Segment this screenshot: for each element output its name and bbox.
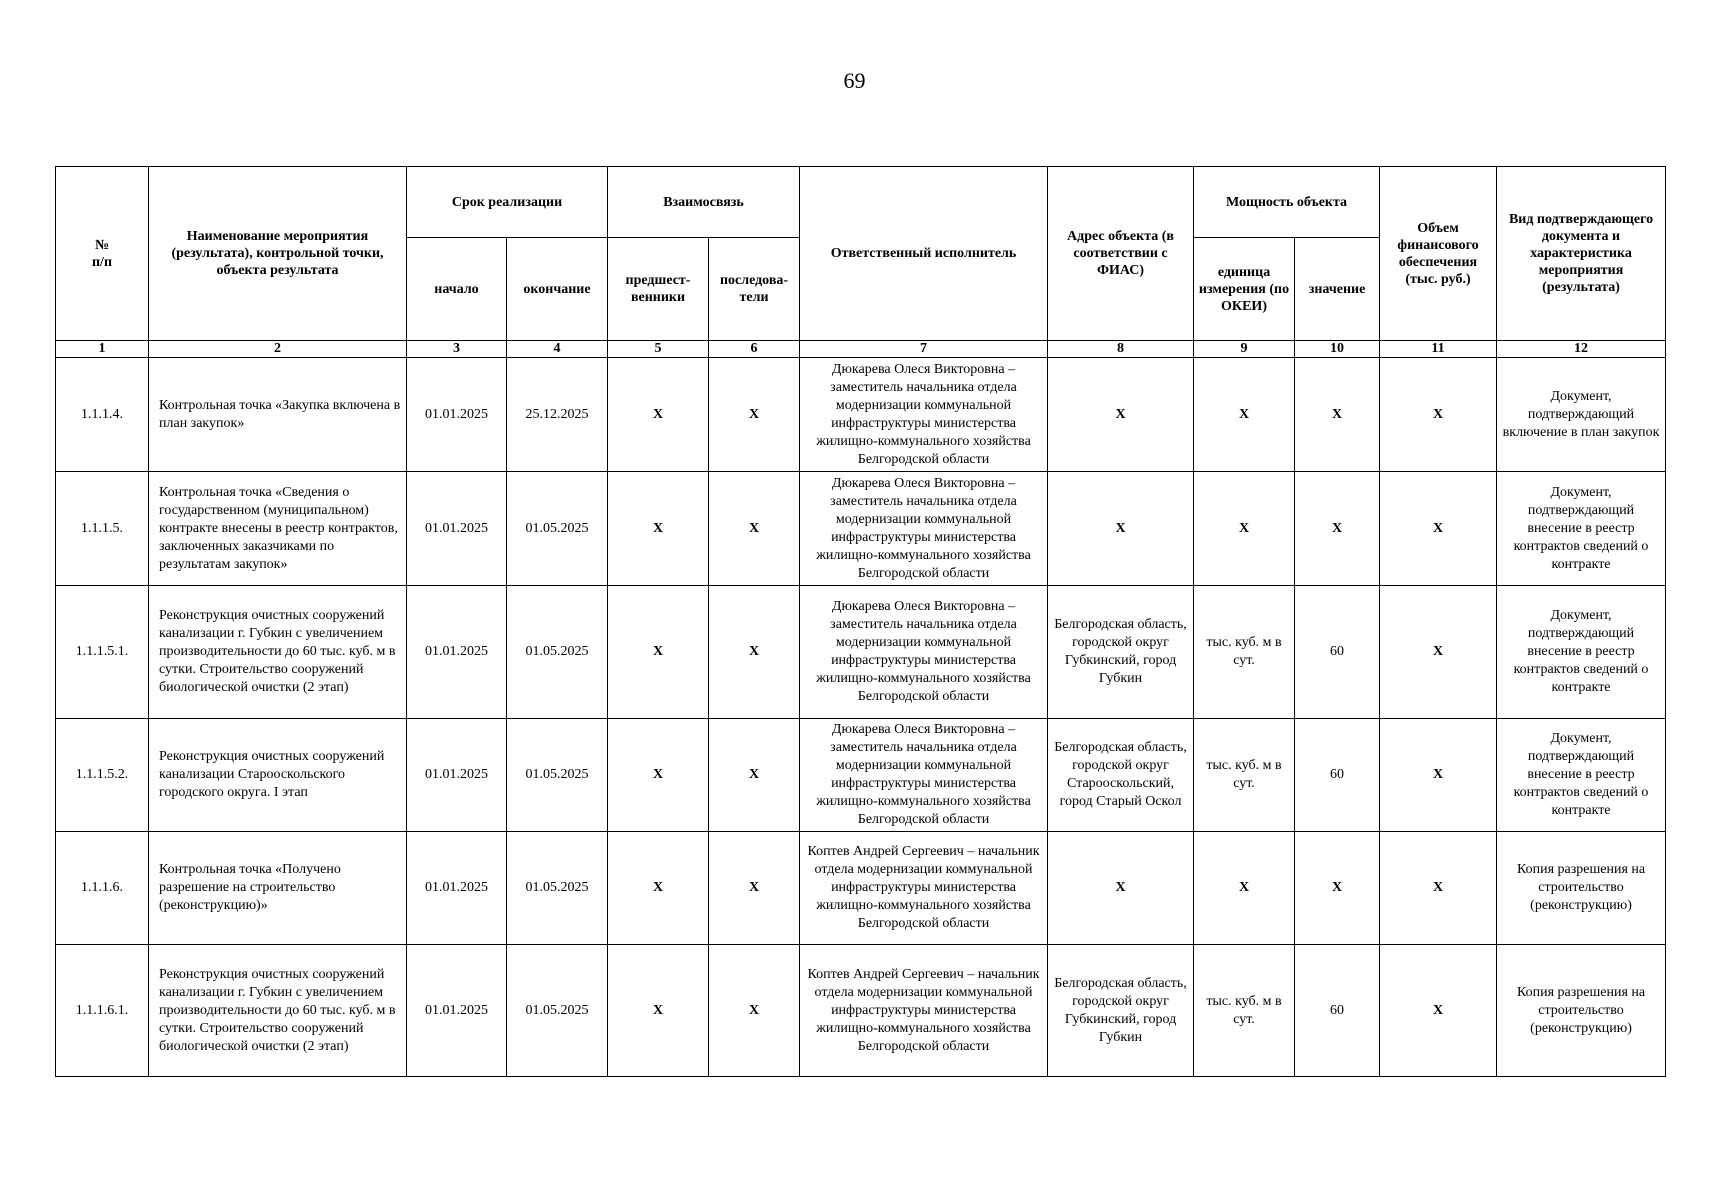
row-address: X <box>1048 358 1194 472</box>
row-doc: Документ, подтверждающий внесение в реестр контрактов сведений о контракте <box>1497 719 1666 832</box>
row-value: X <box>1295 358 1380 472</box>
row-start: 01.01.2025 <box>407 586 507 719</box>
column-number: 9 <box>1194 341 1295 358</box>
column-number: 6 <box>709 341 800 358</box>
table-row <box>56 586 1666 719</box>
row-finance: X <box>1380 832 1497 945</box>
row-pred: X <box>608 945 709 1077</box>
row-pred: X <box>608 586 709 719</box>
row-doc: Копия разрешения на строительство (реконструкцию) <box>1497 832 1666 945</box>
row-finance: X <box>1380 945 1497 1077</box>
header-num: № п/п <box>56 167 149 341</box>
row-doc: Документ, подтверждающий внесение в реестр контрактов сведений о контракте <box>1497 472 1666 586</box>
row-responsible: Дюкарева Олеся Викторовна – заместитель начальника отдела модернизации коммунальной инфраструктуры министерства жилищно-коммунального хозяйства Белгородской области <box>800 472 1048 586</box>
column-number-row <box>56 341 1666 358</box>
header-capacity-unit: единица измерения (по ОКЕИ) <box>1194 238 1295 341</box>
row-value: 60 <box>1295 586 1380 719</box>
column-number: 4 <box>507 341 608 358</box>
row-num: 1.1.1.5.2. <box>56 719 149 832</box>
row-doc: Документ, подтверждающий включение в план закупок <box>1497 358 1666 472</box>
header-link-pred: предшест-венники <box>608 238 709 341</box>
header-capacity: Мощность объекта <box>1194 167 1380 238</box>
row-name: Реконструкция очистных сооружений канализации г. Губкин с увеличением производительности до 60 тыс. куб. м в сутки. Строительство сооружений биологической очистки (2 этап) <box>149 945 407 1077</box>
header-responsible: Ответственный исполнитель <box>800 167 1048 341</box>
table-row <box>56 472 1666 586</box>
row-succ: X <box>709 358 800 472</box>
row-name: Реконструкция очистных сооружений канализации Старооскольского городского округа. I этап <box>149 719 407 832</box>
row-succ: X <box>709 586 800 719</box>
row-succ: X <box>709 945 800 1077</box>
row-num: 1.1.1.4. <box>56 358 149 472</box>
header-term-start: начало <box>407 238 507 341</box>
row-start: 01.01.2025 <box>407 719 507 832</box>
row-name: Контрольная точка «Получено разрешение на строительство (реконструкцию)» <box>149 832 407 945</box>
row-name: Реконструкция очистных сооружений канализации г. Губкин с увеличением производительности до 60 тыс. куб. м в сутки. Строительство сооружений биологической очистки (2 этап) <box>149 586 407 719</box>
row-end: 01.05.2025 <box>507 719 608 832</box>
row-num: 1.1.1.5. <box>56 472 149 586</box>
row-value: 60 <box>1295 719 1380 832</box>
row-start: 01.01.2025 <box>407 832 507 945</box>
row-responsible: Коптев Андрей Сергеевич – начальник отдела модернизации коммунальной инфраструктуры министерства жилищно-коммунального хозяйства Белгородской области <box>800 832 1048 945</box>
row-address: X <box>1048 472 1194 586</box>
row-address: Белгородская область, городской округ Старооскольский, город Старый Оскол <box>1048 719 1194 832</box>
header-address: Адрес объекта (в соответствии с ФИАС) <box>1048 167 1194 341</box>
column-number: 2 <box>149 341 407 358</box>
row-end: 01.05.2025 <box>507 832 608 945</box>
row-unit: тыс. куб. м в сут. <box>1194 945 1295 1077</box>
row-unit: тыс. куб. м в сут. <box>1194 719 1295 832</box>
row-unit: X <box>1194 358 1295 472</box>
row-succ: X <box>709 472 800 586</box>
header-link-succ: последова-тели <box>709 238 800 341</box>
page-number: 69 <box>843 68 866 93</box>
header-finance: Объем финансового обеспечения (тыс. руб.) <box>1380 167 1497 341</box>
column-number: 10 <box>1295 341 1380 358</box>
row-finance: X <box>1380 472 1497 586</box>
row-end: 25.12.2025 <box>507 358 608 472</box>
column-number: 5 <box>608 341 709 358</box>
header-term-end: окончание <box>507 238 608 341</box>
row-value: X <box>1295 832 1380 945</box>
row-responsible: Дюкарева Олеся Викторовна – заместитель начальника отдела модернизации коммунальной инфраструктуры министерства жилищно-коммунального хозяйства Белгородской области <box>800 719 1048 832</box>
row-pred: X <box>608 472 709 586</box>
row-start: 01.01.2025 <box>407 358 507 472</box>
row-doc: Документ, подтверждающий внесение в реестр контрактов сведений о контракте <box>1497 586 1666 719</box>
row-doc: Копия разрешения на строительство (реконструкцию) <box>1497 945 1666 1077</box>
table-row <box>56 358 1666 472</box>
row-num: 1.1.1.6.1. <box>56 945 149 1077</box>
row-address: Белгородская область, городской округ Губкинский, город Губкин <box>1048 945 1194 1077</box>
row-succ: X <box>709 719 800 832</box>
column-number: 8 <box>1048 341 1194 358</box>
table-row <box>56 945 1666 1077</box>
plan-table <box>55 166 1666 1077</box>
table-row <box>56 832 1666 945</box>
row-end: 01.05.2025 <box>507 945 608 1077</box>
row-pred: X <box>608 358 709 472</box>
column-number: 11 <box>1380 341 1497 358</box>
row-name: Контрольная точка «Сведения о государственном (муниципальном) контракте внесены в реестр контрактов, заключенных заказчиками по результатам закупок» <box>149 472 407 586</box>
row-succ: X <box>709 832 800 945</box>
row-finance: X <box>1380 586 1497 719</box>
row-end: 01.05.2025 <box>507 472 608 586</box>
row-finance: X <box>1380 719 1497 832</box>
row-responsible: Дюкарева Олеся Викторовна – заместитель начальника отдела модернизации коммунальной инфраструктуры министерства жилищно-коммунального хозяйства Белгородской области <box>800 358 1048 472</box>
row-start: 01.01.2025 <box>407 472 507 586</box>
row-responsible: Коптев Андрей Сергеевич – начальник отдела модернизации коммунальной инфраструктуры министерства жилищно-коммунального хозяйства Белгородской области <box>800 945 1048 1077</box>
row-unit: X <box>1194 832 1295 945</box>
row-name: Контрольная точка «Закупка включена в план закупок» <box>149 358 407 472</box>
row-num: 1.1.1.6. <box>56 832 149 945</box>
row-address: X <box>1048 832 1194 945</box>
row-unit: тыс. куб. м в сут. <box>1194 586 1295 719</box>
row-unit: X <box>1194 472 1295 586</box>
row-end: 01.05.2025 <box>507 586 608 719</box>
column-number: 3 <box>407 341 507 358</box>
table-row <box>56 719 1666 832</box>
header-capacity-value: значение <box>1295 238 1380 341</box>
row-start: 01.01.2025 <box>407 945 507 1077</box>
column-number: 12 <box>1497 341 1666 358</box>
row-num: 1.1.1.5.1. <box>56 586 149 719</box>
row-responsible: Дюкарева Олеся Викторовна – заместитель начальника отдела модернизации коммунальной инфраструктуры министерства жилищно-коммунального хозяйства Белгородской области <box>800 586 1048 719</box>
header-term: Срок реализации <box>407 167 608 238</box>
row-pred: X <box>608 719 709 832</box>
header-row-1 <box>56 167 1666 238</box>
header-doc-type: Вид подтверждающего документа и характеристика мероприятия (результата) <box>1497 167 1666 341</box>
row-address: Белгородская область, городской округ Губкинский, город Губкин <box>1048 586 1194 719</box>
row-value: X <box>1295 472 1380 586</box>
header-name: Наименование мероприятия (результата), контрольной точки, объекта результата <box>149 167 407 341</box>
column-number: 7 <box>800 341 1048 358</box>
header-link: Взаимосвязь <box>608 167 800 238</box>
row-finance: X <box>1380 358 1497 472</box>
row-pred: X <box>608 832 709 945</box>
row-value: 60 <box>1295 945 1380 1077</box>
column-number: 1 <box>56 341 149 358</box>
